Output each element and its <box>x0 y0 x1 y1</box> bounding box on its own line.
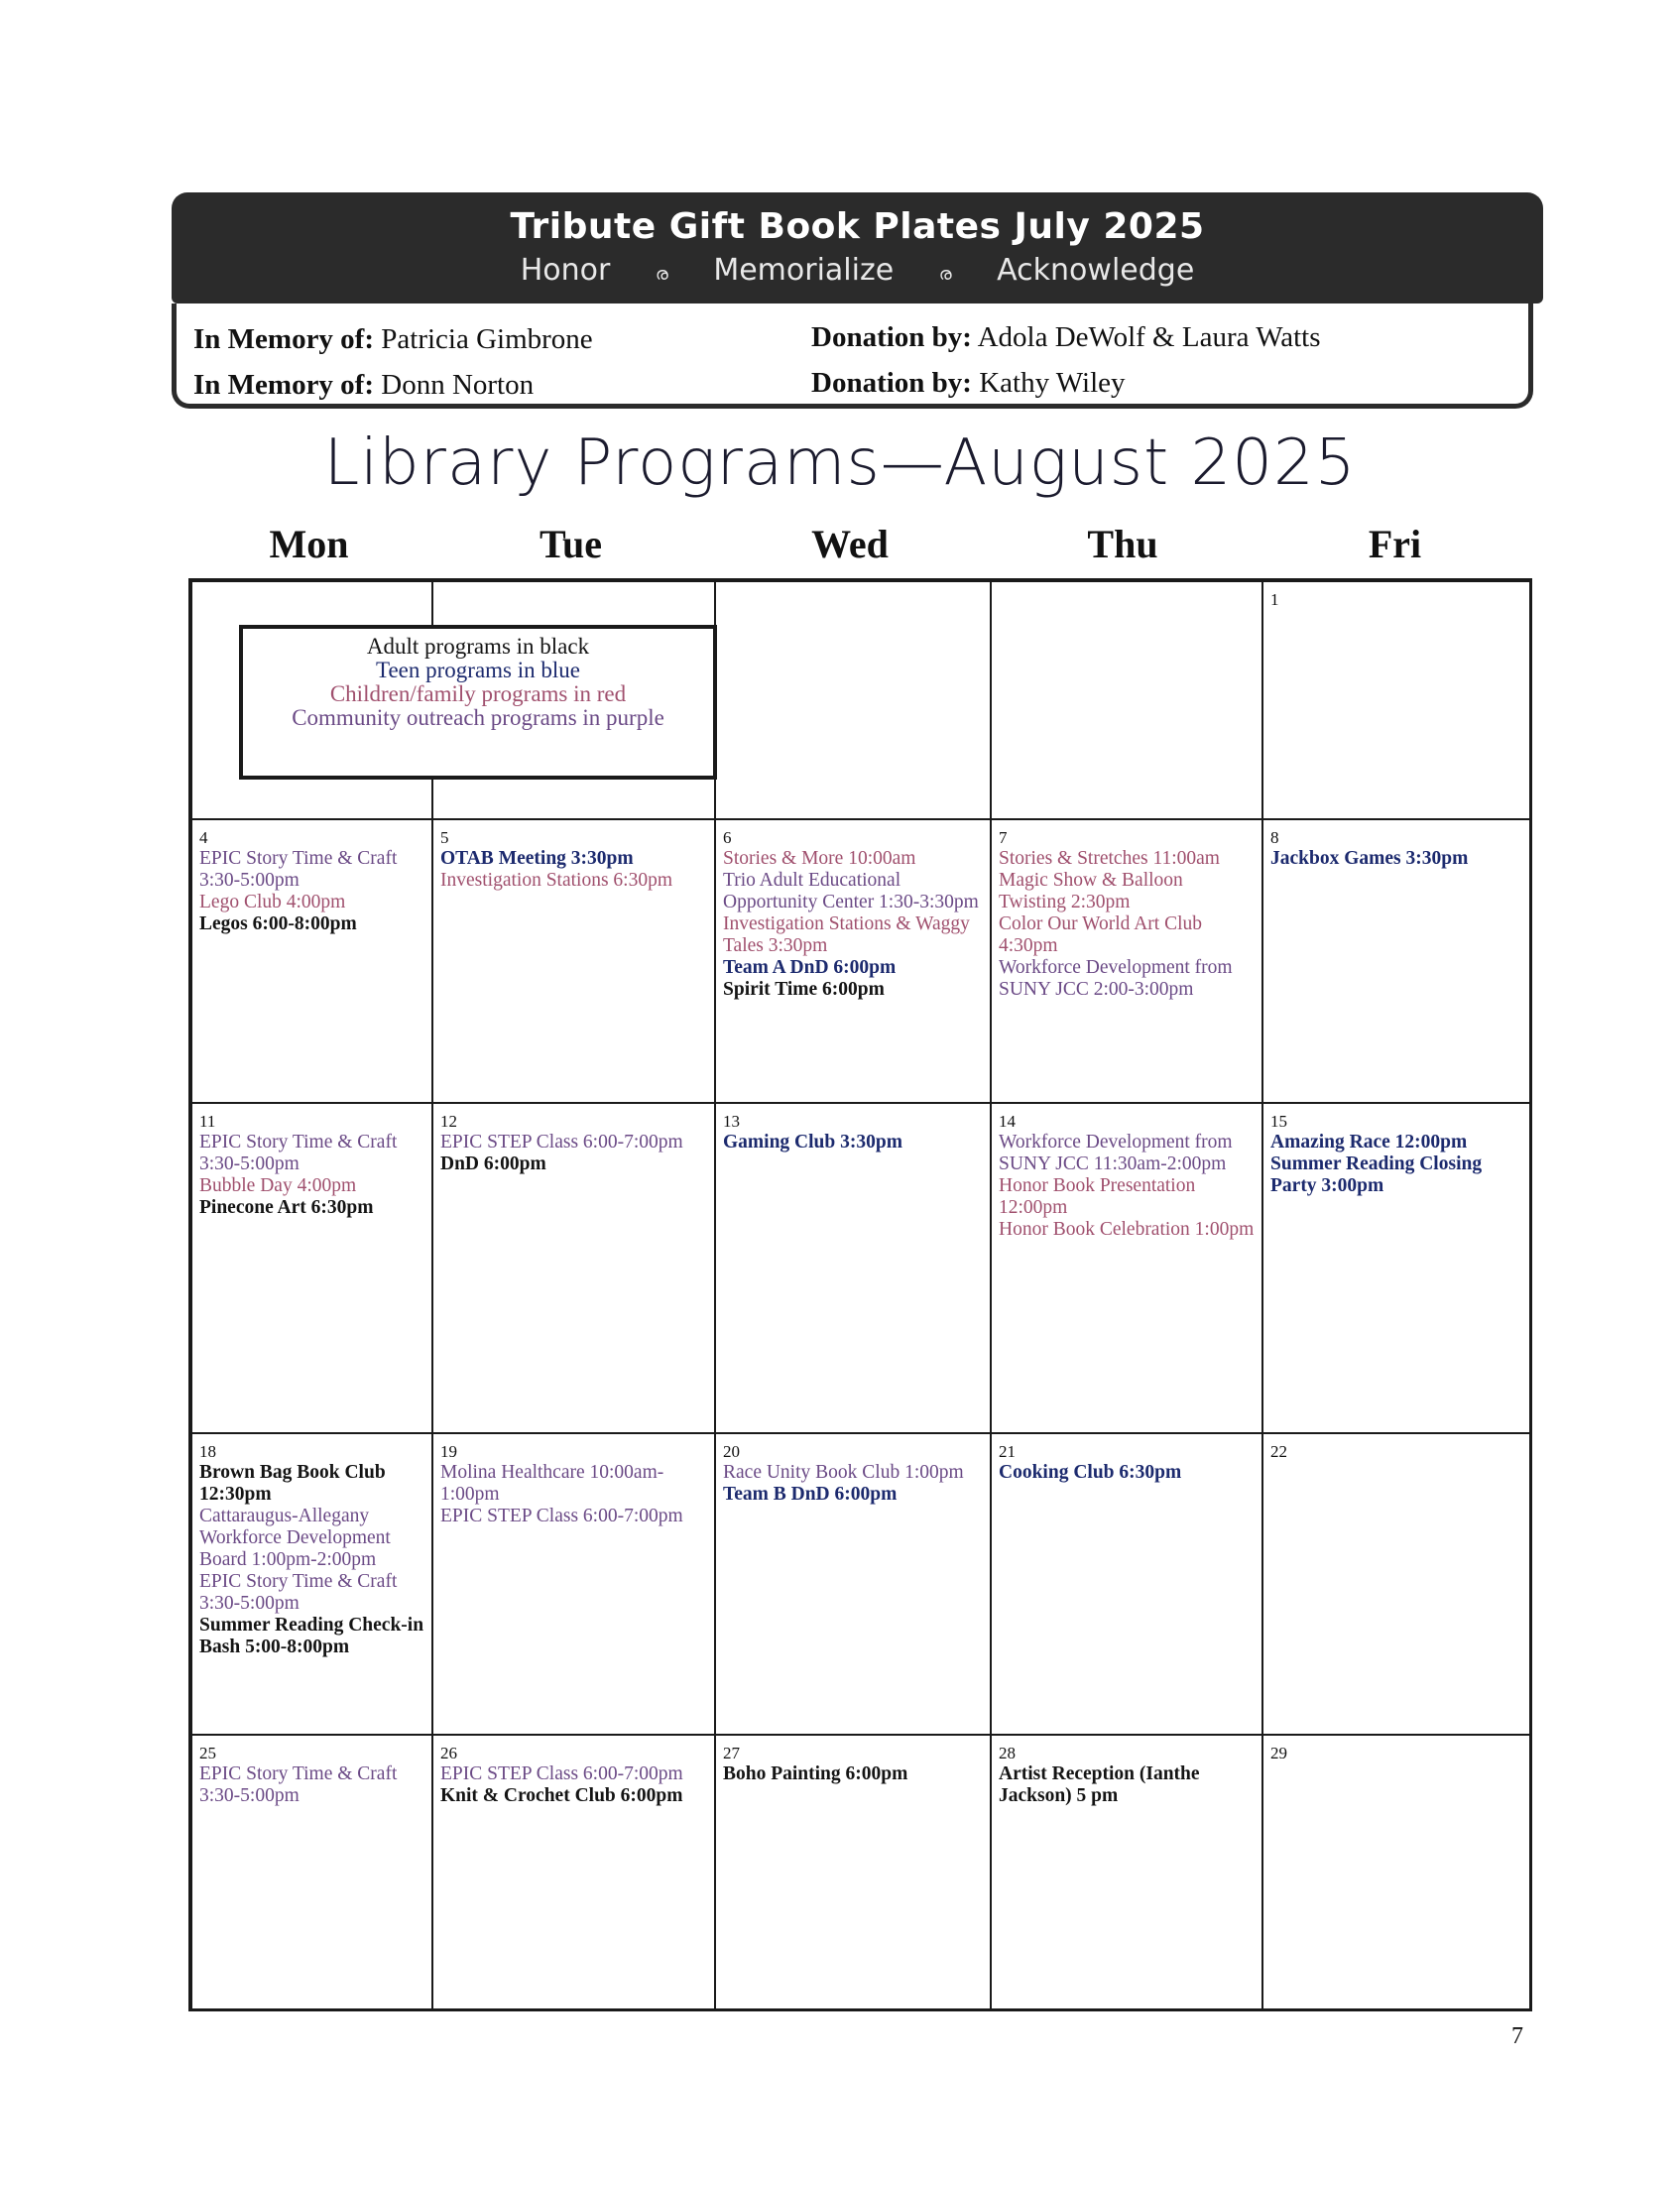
calendar-cell <box>432 1735 715 2011</box>
calendar-event: Investigation Stations & Waggy Tales 3:30pm <box>723 913 970 956</box>
day-header-tue: Tue <box>539 522 602 566</box>
calendar-cell <box>715 1103 991 1433</box>
day-number: 12 <box>440 1112 457 1131</box>
calendar-event: Boho Painting 6:00pm <box>723 1763 908 1784</box>
memorial-line-1 <box>193 323 593 356</box>
calendar-event: Team B DnD 6:00pm <box>723 1484 898 1505</box>
day-number: 19 <box>440 1442 457 1461</box>
day-number: 13 <box>723 1112 740 1131</box>
legend-community: Community outreach programs in purple <box>292 705 664 730</box>
calendar-cell <box>432 819 715 1103</box>
calendar-cell <box>191 1735 432 2011</box>
donation-line-1 <box>811 321 1321 354</box>
memorial-name: Patricia Gimbrone <box>381 323 593 355</box>
day-number: 4 <box>199 828 208 847</box>
calendar-event: Stories & Stretches 11:00am <box>999 848 1220 869</box>
calendar-event: Investigation Stations 6:30pm <box>440 870 672 891</box>
day-number: 5 <box>440 828 449 847</box>
calendar-event: Brown Bag Book Club 12:30pm <box>199 1462 386 1505</box>
day-number: 22 <box>1270 1442 1287 1461</box>
calendar-cell <box>191 819 432 1103</box>
calendar-event: Stories & More 10:00am <box>723 848 916 869</box>
day-header-wed: Wed <box>811 522 889 566</box>
calendar-event: Knit & Crochet Club 6:00pm <box>440 1785 683 1806</box>
banner-word-memorialize: Memorialize <box>713 253 895 288</box>
day-number: 15 <box>1270 1112 1287 1131</box>
color-legend <box>239 625 717 780</box>
calendar-event: EPIC STEP Class 6:00-7:00pm <box>440 1506 683 1526</box>
calendar-event: Amazing Race 12:00pm <box>1270 1132 1468 1153</box>
day-number: 11 <box>199 1112 216 1131</box>
calendar-event: DnD 6:00pm <box>440 1153 546 1174</box>
calendar-event: Race Unity Book Club 1:00pm <box>723 1462 964 1483</box>
calendar-event: Summer Reading Closing Party 3:00pm <box>1270 1153 1483 1196</box>
calendar-cell <box>715 1433 991 1735</box>
memorial-line-2 <box>193 369 534 402</box>
calendar-cell <box>1262 1103 1532 1433</box>
calendar-event: Honor Book Celebration 1:00pm <box>999 1219 1255 1240</box>
day-number: 8 <box>1270 828 1279 847</box>
day-number: 6 <box>723 828 732 847</box>
calendar-event: OTAB Meeting 3:30pm <box>440 848 634 869</box>
day-number: 29 <box>1270 1744 1287 1762</box>
day-number: 1 <box>1270 590 1279 609</box>
calendar-event: Gaming Club 3:30pm <box>723 1132 902 1153</box>
calendar-event: EPIC Story Time & Craft 3:30-5:00pm <box>199 1132 398 1174</box>
page-number: 7 <box>1511 2023 1523 2049</box>
calendar-event: Cattaraugus-Allegany Workforce Development Board 1:00pm-2:00pm <box>199 1506 391 1570</box>
calendar-cell <box>1262 1433 1532 1735</box>
calendar-cell <box>715 819 991 1103</box>
banner-word-honor: Honor <box>520 253 611 288</box>
calendar-cell <box>1262 1735 1532 2011</box>
calendar-event: EPIC STEP Class 6:00-7:00pm <box>440 1763 683 1784</box>
donation-label: Donation by: <box>811 367 972 399</box>
memorial-label: In Memory of: <box>193 369 375 401</box>
calendar-cell <box>715 1735 991 2011</box>
day-header-fri: Fri <box>1368 522 1422 566</box>
donation-line-2 <box>811 367 1126 400</box>
memorial-label: In Memory of: <box>193 323 375 355</box>
day-number: 14 <box>999 1112 1016 1131</box>
day-number: 21 <box>999 1442 1016 1461</box>
calendar-cell <box>432 1103 715 1433</box>
calendar-event: Artist Reception (Ianthe Jackson) 5 pm <box>999 1763 1200 1806</box>
banner-separator: ര <box>655 264 668 285</box>
legend-adult: Adult programs in black <box>366 634 590 659</box>
day-header-mon: Mon <box>269 522 349 566</box>
calendar-cell <box>1262 819 1532 1103</box>
calendar-event: Workforce Development from SUNY JCC 2:00-3:00pm <box>999 957 1233 1000</box>
calendar-event: Spirit Time 6:00pm <box>723 979 885 1000</box>
calendar-event: Team A DnD 6:00pm <box>723 957 897 978</box>
donor-name: Adola DeWolf & Laura Watts <box>977 321 1321 353</box>
calendar-event: Pinecone Art 6:30pm <box>199 1197 374 1218</box>
banner-separator: ര <box>938 264 952 285</box>
day-number: 7 <box>999 828 1008 847</box>
day-number: 25 <box>199 1744 216 1762</box>
calendar-cell <box>191 1433 432 1735</box>
calendar-event: Color Our World Art Club 4:30pm <box>999 913 1202 956</box>
legend-teen: Teen programs in blue <box>376 658 580 682</box>
calendar-cell <box>991 1735 1262 2011</box>
calendar-cell <box>991 581 1262 819</box>
day-number: 18 <box>199 1442 216 1461</box>
calendar-cell <box>991 1103 1262 1433</box>
donor-name: Kathy Wiley <box>979 367 1126 399</box>
day-number: 20 <box>723 1442 740 1461</box>
calendar-event: EPIC STEP Class 6:00-7:00pm <box>440 1132 683 1153</box>
day-number: 26 <box>440 1744 457 1762</box>
calendar-event: Summer Reading Check-in Bash 5:00-8:00pm <box>199 1615 424 1657</box>
memorial-name: Donn Norton <box>381 369 535 401</box>
calendar-cell <box>991 1433 1262 1735</box>
calendar-event: Lego Club 4:00pm <box>199 892 346 912</box>
day-number: 27 <box>723 1744 740 1762</box>
donation-label: Donation by: <box>811 321 972 353</box>
banner-title: Tribute Gift Book Plates July 2025 <box>510 206 1205 247</box>
calendar-title: Library Programs—August 2025 <box>323 426 1357 500</box>
calendar-event: Legos 6:00-8:00pm <box>199 913 357 934</box>
calendar-event: Bubble Day 4:00pm <box>199 1175 357 1196</box>
banner-subtitle <box>172 253 1543 288</box>
day-number: 28 <box>999 1744 1016 1762</box>
calendar-event: Cooking Club 6:30pm <box>999 1462 1182 1483</box>
calendar-cell <box>991 819 1262 1103</box>
day-header-thu: Thu <box>1087 522 1158 566</box>
calendar-cell <box>715 581 991 819</box>
calendar-cell <box>1262 581 1532 819</box>
calendar-cell <box>191 1103 432 1433</box>
calendar-event: Honor Book Presentation 12:00pm <box>999 1175 1196 1218</box>
banner-word-acknowledge: Acknowledge <box>997 253 1195 288</box>
calendar-event: EPIC Story Time & Craft 3:30-5:00pm <box>199 1763 398 1806</box>
calendar-event: Molina Healthcare 10:00am-1:00pm <box>440 1462 664 1505</box>
calendar-event: Trio Adult Educational Opportunity Center 1:30-3:30pm <box>723 870 979 912</box>
calendar-event: Jackbox Games 3:30pm <box>1270 848 1469 869</box>
calendar-event: EPIC Story Time & Craft 3:30-5:00pm <box>199 1571 398 1614</box>
legend-child: Children/family programs in red <box>329 681 627 706</box>
calendar-event: Magic Show & Balloon Twisting 2:30pm <box>999 870 1183 912</box>
calendar-cell <box>432 1433 715 1735</box>
calendar-grid <box>188 578 1532 2011</box>
calendar-event: EPIC Story Time & Craft 3:30-5:00pm <box>199 848 398 891</box>
tribute-banner <box>172 192 1543 303</box>
calendar-event: Workforce Development from SUNY JCC 11:30am-2:00pm <box>999 1132 1233 1174</box>
